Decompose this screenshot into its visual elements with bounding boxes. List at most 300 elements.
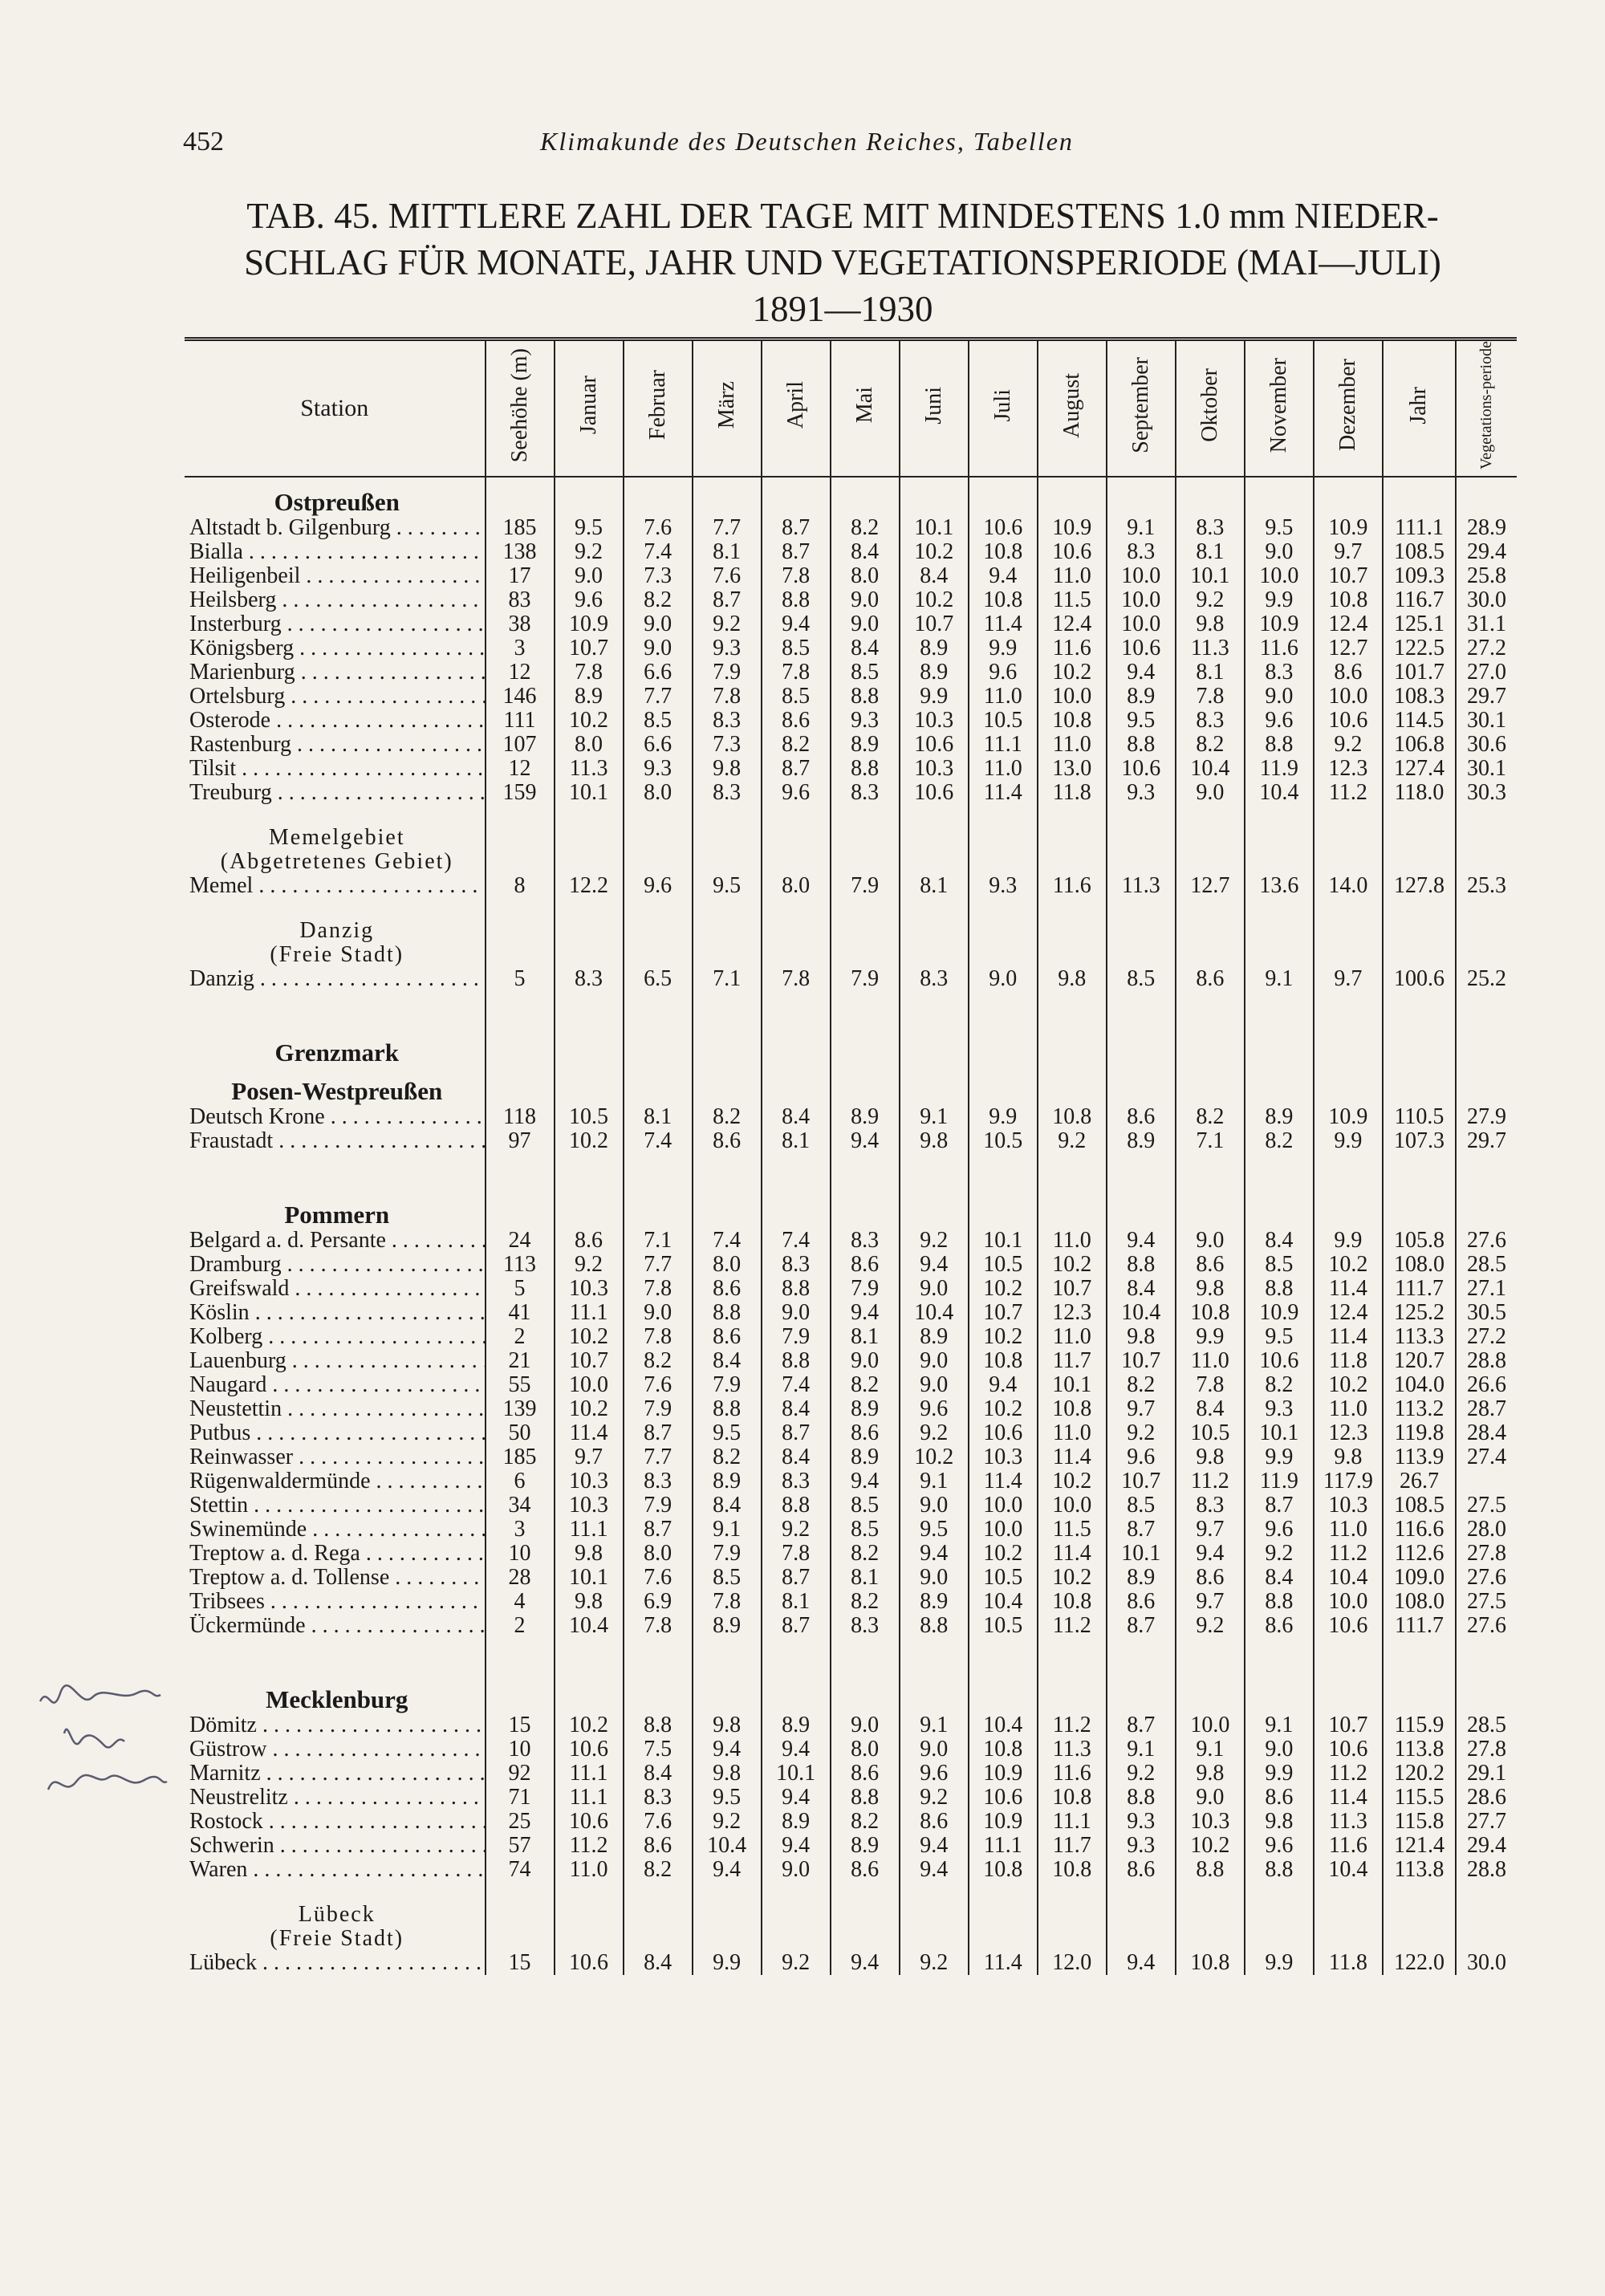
value-cell: 10.5 bbox=[969, 1253, 1038, 1277]
station-name-cell bbox=[185, 660, 486, 685]
table-row bbox=[185, 1277, 1517, 1301]
table-row bbox=[185, 1737, 1517, 1762]
value-cell: 9.1 bbox=[900, 1469, 969, 1493]
region-heading bbox=[185, 477, 1517, 516]
data-table-container bbox=[185, 337, 1517, 1975]
value-cell: 8.5 bbox=[1107, 1493, 1176, 1518]
value-cell: 8.9 bbox=[831, 733, 900, 757]
value-cell: 28.0 bbox=[1456, 1518, 1517, 1542]
value-cell: 10.0 bbox=[1107, 612, 1176, 636]
handwriting-stroke-3 bbox=[48, 1775, 167, 1790]
value-cell: 10.1 bbox=[555, 781, 624, 805]
value-cell: 9.8 bbox=[555, 1542, 624, 1566]
value-cell: 7.9 bbox=[624, 1493, 693, 1518]
elevation-cell: 21 bbox=[486, 1349, 555, 1373]
value-cell: 10.2 bbox=[1314, 1253, 1383, 1277]
value-cell: 9.4 bbox=[831, 1301, 900, 1325]
table-row bbox=[185, 1129, 1517, 1153]
value-cell: 10.4 bbox=[1314, 1858, 1383, 1882]
value-cell: 11.2 bbox=[1038, 1614, 1107, 1638]
value-cell: 10.1 bbox=[1038, 1373, 1107, 1397]
value-cell: 11.0 bbox=[1314, 1397, 1383, 1421]
region-heading-label: Pommern bbox=[284, 1200, 390, 1229]
value-cell: 8.9 bbox=[1245, 1105, 1314, 1129]
table-row bbox=[185, 1253, 1517, 1277]
spacer-row bbox=[185, 1638, 1517, 1675]
value-cell: 12.3 bbox=[1038, 1301, 1107, 1325]
table-row bbox=[185, 1951, 1517, 1975]
value-cell: 10.8 bbox=[1038, 1105, 1107, 1129]
page-number: 452 bbox=[183, 127, 224, 156]
value-cell: 12.4 bbox=[1038, 612, 1107, 636]
value-cell: 10.5 bbox=[969, 1129, 1038, 1153]
value-cell: 8.8 bbox=[831, 685, 900, 709]
value-cell: 7.4 bbox=[624, 540, 693, 564]
value-cell: 8.8 bbox=[1245, 1590, 1314, 1614]
elevation-cell: 10 bbox=[486, 1542, 555, 1566]
value-cell: 28.4 bbox=[1456, 1421, 1517, 1445]
column-header bbox=[900, 339, 969, 477]
value-cell: 11.8 bbox=[1314, 1349, 1383, 1373]
value-cell: 125.2 bbox=[1383, 1301, 1456, 1325]
value-cell: 10.4 bbox=[969, 1713, 1038, 1737]
station-name: Marnitz . . . bbox=[189, 1762, 486, 1786]
table-body bbox=[185, 477, 1517, 1975]
value-cell: 7.9 bbox=[693, 1373, 762, 1397]
value-cell: 11.6 bbox=[1038, 1762, 1107, 1786]
value-cell: 9.8 bbox=[1245, 1810, 1314, 1834]
value-cell: 11.6 bbox=[1038, 636, 1107, 660]
value-cell: 10.4 bbox=[1245, 781, 1314, 805]
elevation-cell: 5 bbox=[486, 1277, 555, 1301]
value-cell: 7.7 bbox=[624, 1445, 693, 1469]
value-cell: 111.7 bbox=[1383, 1277, 1456, 1301]
value-cell: 9.0 bbox=[900, 1373, 969, 1397]
value-cell: 8.9 bbox=[762, 1810, 831, 1834]
value-cell: 11.2 bbox=[1038, 1713, 1107, 1737]
value-cell: 11.1 bbox=[555, 1518, 624, 1542]
value-cell: 8.3 bbox=[831, 781, 900, 805]
station-name: Treptow a. d. Rega . . . bbox=[189, 1542, 486, 1566]
value-cell: 9.0 bbox=[1245, 540, 1314, 564]
value-cell: 28.6 bbox=[1456, 1786, 1517, 1810]
station-name: Ortelsburg . . . bbox=[189, 685, 486, 709]
value-cell: 9.2 bbox=[1176, 588, 1245, 612]
value-cell: 109.3 bbox=[1383, 564, 1456, 588]
value-cell: 9.5 bbox=[1245, 516, 1314, 540]
value-cell: 11.0 bbox=[1038, 1421, 1107, 1445]
value-cell: 8.8 bbox=[762, 1493, 831, 1518]
elevation-cell: 12 bbox=[486, 757, 555, 781]
value-cell: 27.4 bbox=[1456, 1445, 1517, 1469]
value-cell: 27.5 bbox=[1456, 1590, 1517, 1614]
value-cell: 10.7 bbox=[1314, 564, 1383, 588]
value-cell: 10.2 bbox=[555, 1397, 624, 1421]
column-header-label: März bbox=[713, 381, 739, 429]
station-name-cell bbox=[185, 874, 486, 898]
value-cell: 9.3 bbox=[693, 636, 762, 660]
value-cell: 11.4 bbox=[969, 612, 1038, 636]
value-cell: 9.6 bbox=[1245, 709, 1314, 733]
station-name: Marienburg . . . bbox=[189, 660, 486, 685]
value-cell: 11.2 bbox=[1314, 781, 1383, 805]
value-cell: 8.2 bbox=[1245, 1373, 1314, 1397]
value-cell: 12.3 bbox=[1314, 1421, 1383, 1445]
column-header-label: September bbox=[1128, 357, 1153, 453]
value-cell: 7.7 bbox=[693, 516, 762, 540]
value-cell: 8.7 bbox=[1107, 1614, 1176, 1638]
value-cell: 6.6 bbox=[624, 733, 693, 757]
elevation-cell: 4 bbox=[486, 1590, 555, 1614]
value-cell: 10.8 bbox=[1038, 1590, 1107, 1614]
value-cell: 8.0 bbox=[831, 564, 900, 588]
value-cell: 8.4 bbox=[831, 636, 900, 660]
region-heading bbox=[185, 1675, 1517, 1713]
value-cell: 11.3 bbox=[1176, 636, 1245, 660]
value-cell: 10.6 bbox=[1245, 1349, 1314, 1373]
value-cell: 8.9 bbox=[555, 685, 624, 709]
value-cell: 30.1 bbox=[1456, 757, 1517, 781]
value-cell: 9.2 bbox=[900, 1951, 969, 1975]
value-cell: 9.4 bbox=[969, 564, 1038, 588]
value-cell: 11.4 bbox=[1038, 1445, 1107, 1469]
value-cell: 8.7 bbox=[1245, 1493, 1314, 1518]
value-cell: 11.6 bbox=[1245, 636, 1314, 660]
value-cell: 11.4 bbox=[555, 1421, 624, 1445]
value-cell: 8.1 bbox=[693, 540, 762, 564]
value-cell: 11.0 bbox=[1176, 1349, 1245, 1373]
value-cell: 10.5 bbox=[555, 1105, 624, 1129]
value-cell: 11.4 bbox=[969, 1951, 1038, 1975]
station-name-cell bbox=[185, 1786, 486, 1810]
value-cell: 9.7 bbox=[1107, 1397, 1176, 1421]
value-cell: 8.2 bbox=[693, 1445, 762, 1469]
station-name-cell bbox=[185, 612, 486, 636]
value-cell: 9.8 bbox=[693, 1762, 762, 1786]
spacer-row bbox=[185, 898, 1517, 919]
value-cell: 9.4 bbox=[1107, 660, 1176, 685]
table-row bbox=[185, 1566, 1517, 1590]
value-cell: 8.6 bbox=[1176, 967, 1245, 991]
value-cell: 10.3 bbox=[969, 1445, 1038, 1469]
value-cell: 9.4 bbox=[762, 1834, 831, 1858]
value-cell: 10.7 bbox=[1038, 1277, 1107, 1301]
station-name-cell bbox=[185, 1493, 486, 1518]
value-cell: 10.6 bbox=[555, 1951, 624, 1975]
value-cell: 119.8 bbox=[1383, 1421, 1456, 1445]
table-row bbox=[185, 1518, 1517, 1542]
value-cell: 9.1 bbox=[1107, 516, 1176, 540]
value-cell: 10.0 bbox=[1107, 588, 1176, 612]
value-cell: 11.2 bbox=[555, 1834, 624, 1858]
value-cell: 10.6 bbox=[1314, 1614, 1383, 1638]
value-cell: 11.4 bbox=[1314, 1786, 1383, 1810]
value-cell: 9.9 bbox=[1314, 1129, 1383, 1153]
value-cell: 10.3 bbox=[900, 709, 969, 733]
value-cell: 8.7 bbox=[1107, 1518, 1176, 1542]
value-cell: 8.9 bbox=[900, 1325, 969, 1349]
value-cell: 8.8 bbox=[1107, 733, 1176, 757]
value-cell: 11.3 bbox=[1038, 1737, 1107, 1762]
page-header bbox=[183, 127, 1268, 159]
region-subtitle-label: (Freie Stadt) bbox=[270, 942, 404, 967]
value-cell: 8.7 bbox=[762, 757, 831, 781]
value-cell: 9.0 bbox=[831, 588, 900, 612]
value-cell: 10.5 bbox=[969, 1614, 1038, 1638]
value-cell: 10.8 bbox=[969, 1737, 1038, 1762]
station-name: Danzig . . . bbox=[189, 967, 486, 991]
value-cell: 10.0 bbox=[1176, 1713, 1245, 1737]
station-name-cell bbox=[185, 564, 486, 588]
value-cell: 8.2 bbox=[831, 1542, 900, 1566]
value-cell: 8.4 bbox=[762, 1445, 831, 1469]
value-cell: 10.1 bbox=[1107, 1542, 1176, 1566]
value-cell: 8.3 bbox=[900, 967, 969, 991]
station-name: Neustettin . . . bbox=[189, 1397, 486, 1421]
elevation-cell: 2 bbox=[486, 1325, 555, 1349]
value-cell: 27.6 bbox=[1456, 1614, 1517, 1638]
value-cell: 8.0 bbox=[624, 781, 693, 805]
value-cell: 7.7 bbox=[624, 685, 693, 709]
value-cell: 9.4 bbox=[969, 1373, 1038, 1397]
value-cell: 10.3 bbox=[555, 1469, 624, 1493]
value-cell: 11.4 bbox=[969, 1469, 1038, 1493]
region-heading bbox=[185, 1903, 1517, 1927]
value-cell: 27.7 bbox=[1456, 1810, 1517, 1834]
value-cell: 10.4 bbox=[693, 1834, 762, 1858]
value-cell: 10.0 bbox=[1107, 564, 1176, 588]
value-cell: 8.1 bbox=[900, 874, 969, 898]
value-cell: 8.4 bbox=[624, 1762, 693, 1786]
value-cell: 8.2 bbox=[1245, 1129, 1314, 1153]
table-row bbox=[185, 1373, 1517, 1397]
elevation-cell: 55 bbox=[486, 1373, 555, 1397]
column-header-label: August bbox=[1058, 372, 1084, 438]
value-cell: 113.8 bbox=[1383, 1737, 1456, 1762]
value-cell: 28.8 bbox=[1456, 1349, 1517, 1373]
value-cell: 8.2 bbox=[1176, 1105, 1245, 1129]
value-cell: 9.0 bbox=[762, 1301, 831, 1325]
station-name-cell bbox=[185, 1253, 486, 1277]
value-cell: 8.5 bbox=[762, 636, 831, 660]
value-cell: 6.6 bbox=[624, 660, 693, 685]
value-cell: 9.6 bbox=[1107, 1445, 1176, 1469]
value-cell: 9.4 bbox=[762, 1786, 831, 1810]
value-cell: 8.8 bbox=[693, 1397, 762, 1421]
value-cell: 9.2 bbox=[1107, 1421, 1176, 1445]
value-cell: 7.8 bbox=[693, 1590, 762, 1614]
value-cell: 8.8 bbox=[624, 1713, 693, 1737]
value-cell: 9.9 bbox=[693, 1951, 762, 1975]
value-cell: 9.7 bbox=[1314, 540, 1383, 564]
value-cell: 9.0 bbox=[831, 1349, 900, 1373]
value-cell: 9.2 bbox=[1107, 1762, 1176, 1786]
station-name-cell bbox=[185, 1614, 486, 1638]
value-cell: 9.2 bbox=[693, 612, 762, 636]
region-heading-label: Ostpreußen bbox=[274, 487, 400, 516]
value-cell: 8.8 bbox=[831, 757, 900, 781]
column-header bbox=[1176, 339, 1245, 477]
station-name: Schwerin . . . bbox=[189, 1834, 486, 1858]
value-cell: 10.8 bbox=[1038, 1397, 1107, 1421]
value-cell: 10.2 bbox=[1038, 1253, 1107, 1277]
station-name: Swinemünde . . . bbox=[189, 1518, 486, 1542]
value-cell: 8.9 bbox=[831, 1834, 900, 1858]
value-cell: 9.2 bbox=[762, 1518, 831, 1542]
station-name-cell bbox=[185, 1105, 486, 1129]
value-cell: 9.5 bbox=[1107, 709, 1176, 733]
value-cell: 9.0 bbox=[1176, 1786, 1245, 1810]
value-cell: 10.6 bbox=[1038, 540, 1107, 564]
value-cell: 10.1 bbox=[555, 1566, 624, 1590]
column-header-label: November bbox=[1266, 357, 1291, 453]
value-cell: 125.1 bbox=[1383, 612, 1456, 636]
value-cell: 10.0 bbox=[555, 1373, 624, 1397]
value-cell: 104.0 bbox=[1383, 1373, 1456, 1397]
value-cell: 10.3 bbox=[900, 757, 969, 781]
value-cell: 10.2 bbox=[1314, 1373, 1383, 1397]
value-cell: 26.6 bbox=[1456, 1373, 1517, 1397]
value-cell: 9.9 bbox=[1314, 1229, 1383, 1253]
value-cell: 121.4 bbox=[1383, 1834, 1456, 1858]
value-cell: 10.6 bbox=[555, 1737, 624, 1762]
value-cell: 11.6 bbox=[1038, 874, 1107, 898]
spacer-row bbox=[185, 991, 1517, 1028]
value-cell: 8.8 bbox=[1176, 1858, 1245, 1882]
table-row bbox=[185, 1421, 1517, 1445]
elevation-cell: 92 bbox=[486, 1762, 555, 1786]
value-cell: 30.0 bbox=[1456, 1951, 1517, 1975]
value-cell: 8.7 bbox=[762, 1566, 831, 1590]
table-row bbox=[185, 1105, 1517, 1129]
value-cell: 105.8 bbox=[1383, 1229, 1456, 1253]
value-cell: 9.9 bbox=[1245, 1951, 1314, 1975]
value-cell: 106.8 bbox=[1383, 733, 1456, 757]
value-cell: 10.6 bbox=[969, 1421, 1038, 1445]
value-cell: 11.1 bbox=[555, 1301, 624, 1325]
station-name-cell bbox=[185, 1301, 486, 1325]
value-cell: 8.6 bbox=[693, 1325, 762, 1349]
value-cell: 10.7 bbox=[1107, 1349, 1176, 1373]
column-header bbox=[693, 339, 762, 477]
value-cell: 8.6 bbox=[693, 1277, 762, 1301]
value-cell: 11.4 bbox=[1314, 1277, 1383, 1301]
elevation-cell: 185 bbox=[486, 516, 555, 540]
value-cell: 30.6 bbox=[1456, 733, 1517, 757]
value-cell: 11.9 bbox=[1245, 1469, 1314, 1493]
elevation-cell: 10 bbox=[486, 1737, 555, 1762]
value-cell: 9.0 bbox=[624, 636, 693, 660]
value-cell: 9.3 bbox=[624, 757, 693, 781]
elevation-cell: 17 bbox=[486, 564, 555, 588]
value-cell: 14.0 bbox=[1314, 874, 1383, 898]
value-cell: 8.2 bbox=[831, 516, 900, 540]
value-cell: 26.7 bbox=[1383, 1469, 1456, 1493]
value-cell: 7.6 bbox=[624, 516, 693, 540]
value-cell: 10.7 bbox=[900, 612, 969, 636]
value-cell: 8.8 bbox=[1245, 1858, 1314, 1882]
value-cell: 9.0 bbox=[762, 1858, 831, 1882]
value-cell: 13.0 bbox=[1038, 757, 1107, 781]
value-cell: 10.6 bbox=[1107, 636, 1176, 660]
value-cell: 7.8 bbox=[693, 685, 762, 709]
value-cell: 11.0 bbox=[555, 1858, 624, 1882]
station-name: Ückermünde . . . bbox=[189, 1614, 486, 1638]
station-name-cell bbox=[185, 1951, 486, 1975]
elevation-cell: 24 bbox=[486, 1229, 555, 1253]
value-cell: 10.9 bbox=[1245, 1301, 1314, 1325]
elevation-cell: 2 bbox=[486, 1614, 555, 1638]
value-cell: 8.2 bbox=[1107, 1373, 1176, 1397]
value-cell: 109.0 bbox=[1383, 1566, 1456, 1590]
value-cell: 9.4 bbox=[831, 1951, 900, 1975]
value-cell: 9.2 bbox=[1314, 733, 1383, 757]
value-cell: 9.0 bbox=[624, 612, 693, 636]
value-cell: 10.9 bbox=[969, 1810, 1038, 1834]
value-cell: 10.3 bbox=[1176, 1810, 1245, 1834]
station-name: Fraustadt . . . bbox=[189, 1129, 486, 1153]
value-cell: 7.9 bbox=[831, 967, 900, 991]
value-cell: 9.7 bbox=[1176, 1518, 1245, 1542]
table-row bbox=[185, 733, 1517, 757]
value-cell: 9.2 bbox=[900, 1421, 969, 1445]
value-cell: 8.0 bbox=[831, 1737, 900, 1762]
station-name: Königsberg . . . bbox=[189, 636, 486, 660]
value-cell: 8.6 bbox=[1107, 1105, 1176, 1129]
value-cell: 114.5 bbox=[1383, 709, 1456, 733]
value-cell: 9.6 bbox=[555, 588, 624, 612]
value-cell: 11.4 bbox=[969, 781, 1038, 805]
value-cell: 9.0 bbox=[900, 1277, 969, 1301]
value-cell: 7.6 bbox=[624, 1566, 693, 1590]
value-cell: 8.0 bbox=[762, 874, 831, 898]
station-name: Heiligenbeil . . . bbox=[189, 564, 486, 588]
value-cell: 8.5 bbox=[831, 660, 900, 685]
value-cell: 9.1 bbox=[1245, 1713, 1314, 1737]
table-row bbox=[185, 564, 1517, 588]
value-cell: 28.5 bbox=[1456, 1713, 1517, 1737]
value-cell: 8.7 bbox=[1107, 1713, 1176, 1737]
value-cell: 9.5 bbox=[555, 516, 624, 540]
table-title bbox=[185, 193, 1501, 332]
station-name-cell bbox=[185, 1737, 486, 1762]
precipitation-days-table bbox=[185, 337, 1517, 1975]
value-cell: 8.1 bbox=[831, 1325, 900, 1349]
value-cell: 9.6 bbox=[1245, 1834, 1314, 1858]
value-cell bbox=[1456, 1469, 1517, 1493]
value-cell: 8.6 bbox=[831, 1762, 900, 1786]
value-cell: 9.0 bbox=[1245, 1737, 1314, 1762]
value-cell: 7.9 bbox=[693, 1542, 762, 1566]
value-cell: 8.6 bbox=[1107, 1590, 1176, 1614]
elevation-cell: 5 bbox=[486, 967, 555, 991]
value-cell: 12.2 bbox=[555, 874, 624, 898]
elevation-cell: 34 bbox=[486, 1493, 555, 1518]
value-cell: 10.6 bbox=[555, 1810, 624, 1834]
value-cell: 113.2 bbox=[1383, 1397, 1456, 1421]
value-cell: 7.8 bbox=[762, 1542, 831, 1566]
running-head: Klimakunde des Deutschen Reiches, Tabellen bbox=[540, 127, 1074, 156]
value-cell: 8.5 bbox=[831, 1493, 900, 1518]
value-cell: 101.7 bbox=[1383, 660, 1456, 685]
column-header-label: Seehöhe (m) bbox=[506, 347, 532, 463]
station-name-cell bbox=[185, 1858, 486, 1882]
handwriting-stroke-1 bbox=[40, 1685, 160, 1702]
value-cell: 7.5 bbox=[624, 1737, 693, 1762]
value-cell: 10.8 bbox=[1176, 1301, 1245, 1325]
value-cell: 9.9 bbox=[1245, 1762, 1314, 1786]
table-row bbox=[185, 1349, 1517, 1373]
